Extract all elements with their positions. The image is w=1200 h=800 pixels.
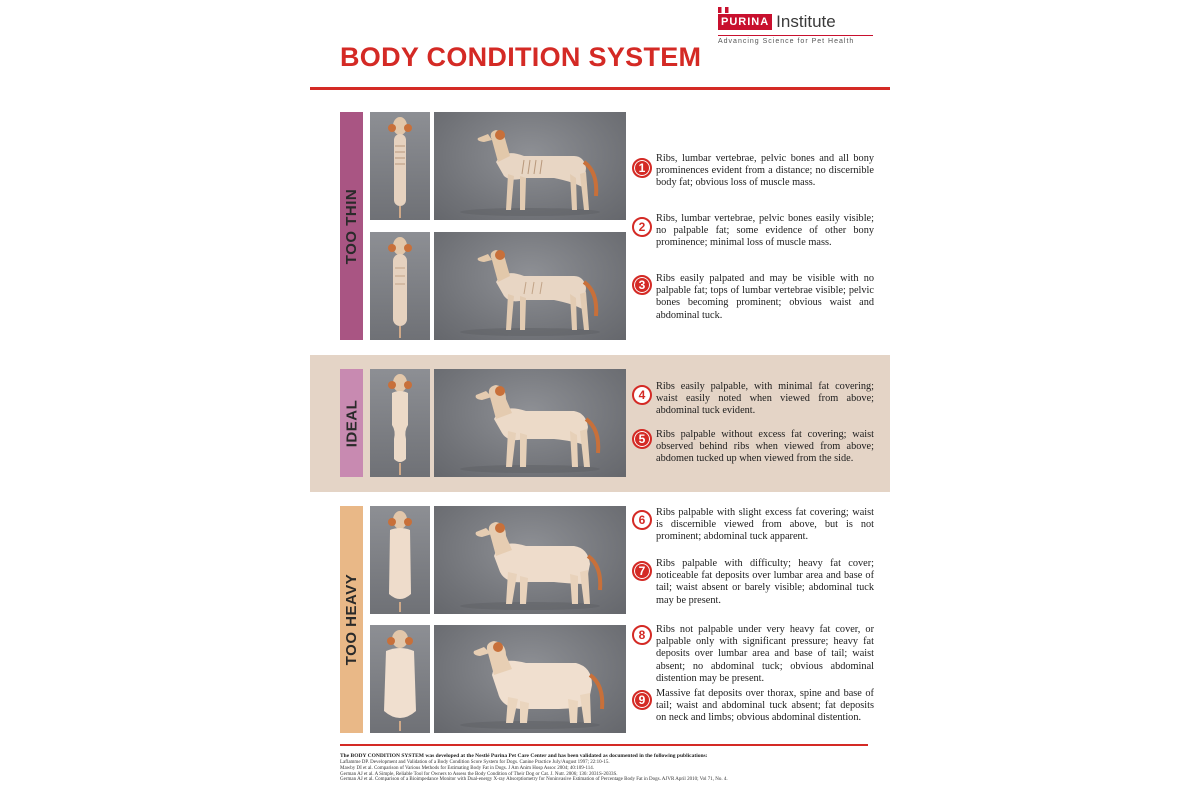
score-number: 7	[638, 564, 646, 578]
dog-side-view-image	[434, 625, 626, 733]
score-description: Ribs, lumbar vertebrae, pelvic bones easily visible; no palpable fat; some evidence of other bony prominence; minimal loss of muscle mass.	[656, 213, 874, 249]
dog-top-view-image	[370, 506, 430, 614]
score-description: Ribs, lumbar vertebrae, pelvic bones and all bony prominences evident from a distance; no discernible body fat; obvious loss of muscle mass.	[656, 153, 874, 189]
dog-top-view-image	[370, 112, 430, 220]
score-description: Ribs easily palpated and may be visible with no palpable fat; tops of lumbar vertebrae visible; pelvic bones becoming prominent; obvious waist and abdominal tuck.	[656, 273, 874, 321]
category-label: TOO HEAVY	[343, 573, 360, 666]
score-number: 6	[638, 513, 646, 527]
dog-top-view-image	[370, 232, 430, 340]
score-number: 9	[638, 693, 646, 707]
score-description: Ribs not palpable under very heavy fat cover, or palpable only with significant pressure; heavy fat deposits over lumbar area and base of tail; waist absent; no abdominal tuck; obvious abdominal distention may be present.	[656, 624, 874, 684]
score-number: 3	[638, 278, 646, 292]
score-badge	[632, 158, 652, 178]
score-number: 2	[638, 220, 646, 234]
score-badge	[632, 561, 652, 581]
dog-side-view-image	[434, 112, 626, 220]
purina-wordmark	[718, 14, 772, 30]
dog-top-view-image	[370, 625, 430, 733]
score-badge	[632, 385, 652, 405]
category-bar-too-heavy	[340, 506, 363, 733]
score-badge	[632, 429, 652, 449]
dog-side-view-image	[434, 369, 626, 477]
score-number: 1	[638, 161, 646, 175]
category-bar-ideal	[340, 369, 363, 477]
category-label: IDEAL	[343, 399, 360, 447]
score-description: Ribs easily palpable, with minimal fat covering; waist easily noted when viewed from above; abdominal tuck evident.	[656, 381, 874, 417]
reference-item: Mawby DI et al. Comparison of Various Methods for Estimating Body Fat in Dogs. J Am Anim Hosp Assoc 2004; 40:109-114.	[340, 765, 595, 771]
purina-text: PURINA	[721, 16, 770, 28]
score-badge	[632, 690, 652, 710]
score-description: Ribs palpable with difficulty; heavy fat cover; noticeable fat deposits over lumbar area and base of tail; waist absent or barely visible; abdominal tuck may be present.	[656, 558, 874, 606]
reference-list	[340, 760, 880, 783]
score-number: 8	[638, 628, 646, 642]
footer-intro: The BODY CONDITION SYSTEM was developed at the Nestlé Purina Pet Care Center and has been validated as documented in the following publications:	[340, 753, 708, 759]
brand-name: Institute	[776, 12, 836, 31]
title-divider	[310, 87, 890, 90]
reference-item: German AJ et al. Comparison of a Bioimpedance Monitor with Dual-energy X-ray Absorptiometry for Noninvasive Estimation of Percentage Body Fat in Dogs. AJVR April 2010; Vol 71, No. 4.	[340, 777, 728, 783]
purina-institute-logo	[718, 12, 873, 46]
score-badge	[632, 625, 652, 645]
score-number: 5	[638, 432, 646, 446]
reference-item: German AJ et al. A Simple, Reliable Tool for Owners to Assess the Body Condition of Their Dog or Cat. J. Nutr. 2006; 136: 2031S-2033S.	[340, 771, 618, 777]
dog-top-view-image	[370, 369, 430, 477]
dog-side-view-image	[434, 506, 626, 614]
score-number: 4	[638, 388, 646, 402]
category-bar-too-thin	[340, 112, 363, 340]
score-badge	[632, 510, 652, 530]
reference-item: Laflamme DP. Development and Validation of a Body Condition Score System for Dogs. Canine Practice July/August 1997; 22:10-15.	[340, 760, 610, 765]
dog-side-view-image	[434, 232, 626, 340]
brand-tagline: Advancing Science for Pet Health	[718, 35, 873, 45]
score-description: Ribs palpable without excess fat covering; waist observed behind ribs when viewed from above; abdomen tucked up when viewed from the side.	[656, 429, 874, 465]
score-description: Ribs palpable with slight excess fat covering; waist is discernible viewed from above, but is not prominent; abdominal tuck apparent.	[656, 507, 874, 543]
score-badge	[632, 217, 652, 237]
score-description: Massive fat deposits over thorax, spine and base of tail; waist and abdominal tuck absent; fat deposits on neck and limbs; obvious abdominal distention.	[656, 688, 874, 724]
footer-divider	[340, 744, 868, 746]
page-title: BODY CONDITION SYSTEM	[340, 42, 702, 72]
score-badge	[632, 275, 652, 295]
category-label: TOO THIN	[343, 188, 361, 264]
